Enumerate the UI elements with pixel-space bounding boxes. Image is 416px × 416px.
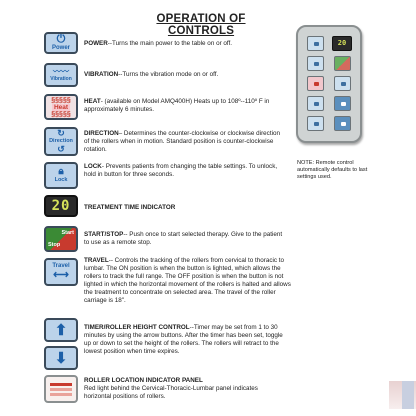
- heat-button-icon: §§§§§ Heat §§§§§: [44, 94, 78, 120]
- remote-control-image: [296, 25, 362, 143]
- remote-direction-button: [307, 96, 324, 111]
- direction-description: DIRECTION– Determines the counter-clockwise or clockwise direction of the rollers when in motion. Standard position is counter-clockwise rotation.: [84, 130, 280, 153]
- start-stop-icon: Start Stop: [44, 226, 78, 252]
- start-stop-description: START/STOP-- Push once to start selected therapy. Give to the patient to use as a remote stop.: [84, 231, 283, 246]
- direction-icon: ↻: [57, 128, 65, 138]
- lock-description: LOCK- Prevents patients from changing the table settings. To unlock, hold in button for three seconds.: [84, 163, 278, 178]
- remote-arrow-up-button: [334, 96, 351, 111]
- roller-location-description: ROLLER LOCATION INDICATOR PANEL Red light behind the Cervical-Thoracic-Lumbar panel indicates horizontal positions of rollers.: [84, 377, 258, 400]
- remote-start-stop-button: [334, 56, 351, 71]
- lock-button-icon: 🔒︎ Lock: [44, 162, 78, 189]
- power-description: POWER--Turns the main power to the table on or off.: [84, 40, 233, 47]
- lock-icon: 🔒︎: [58, 166, 64, 177]
- arrow-down-button-icon: [44, 346, 78, 370]
- heat-icon: §§§§§: [51, 96, 71, 104]
- remote-travel-button: [334, 76, 351, 91]
- heat-description: HEAT- (available on Model AMQ400H) Heats up to 108º--110º F in approximately 6 minutes.: [84, 98, 270, 113]
- vibration-icon: 〰〰: [53, 66, 69, 76]
- travel-description: TRAVEL-- Controls the tracking of the rollers from cervical to thoracic to lumbar. The ON position is when the button is lighted, which allows the rollers to track the full range. The OFF position is when the button is not lighted in which the horizontal movement of the rollers is halted and allows the treatment to concentrate on selected area. The travel of the roller carriage is 18".: [84, 257, 291, 304]
- timer-display-icon: 20: [44, 195, 78, 217]
- travel-button-icon: Travel ⟷: [44, 258, 78, 286]
- vibration-description: VIBRATION--Turns the vibration mode on or off.: [84, 71, 219, 78]
- arrow-up-button-icon: [44, 318, 78, 342]
- remote-vibration-button: [307, 56, 324, 71]
- remote-arrow-down-button: [334, 116, 351, 131]
- page-title: OPERATION OF CONTROLS: [156, 13, 246, 37]
- arrow-up-icon: ⬆: [54, 321, 68, 339]
- power-icon: ⏻: [56, 33, 66, 45]
- remote-lock-button: [307, 116, 324, 131]
- remote-note: NOTE: Remote control automatically defaults to last settings used.: [297, 160, 368, 180]
- treatment-time-description: TREATMENT TIME INDICATOR: [84, 204, 176, 211]
- remote-timer-display: 20: [332, 36, 352, 51]
- corner-decoration-blue: [402, 381, 414, 409]
- arrow-down-icon: ⬇: [54, 349, 68, 367]
- timer-height-description: TIMER/ROLLER HEIGHT CONTROL--Timer may be set from 1 to 30 minutes by using the arrow buttons. After the timer has been set, toggle up or down to set the height of the rollers. The rollers will retract to the lowest position when time expires.: [84, 324, 283, 355]
- travel-icon: ⟷: [53, 269, 69, 281]
- power-button-icon: ⏻ Power: [44, 32, 78, 54]
- direction-button-icon: ↻ Direction ↺: [44, 127, 78, 156]
- remote-power-button: [307, 36, 324, 51]
- remote-heat-button: [307, 76, 324, 91]
- indicator-panel-icon: [44, 375, 78, 403]
- vibration-button-icon: 〰〰 Vibration: [44, 63, 78, 87]
